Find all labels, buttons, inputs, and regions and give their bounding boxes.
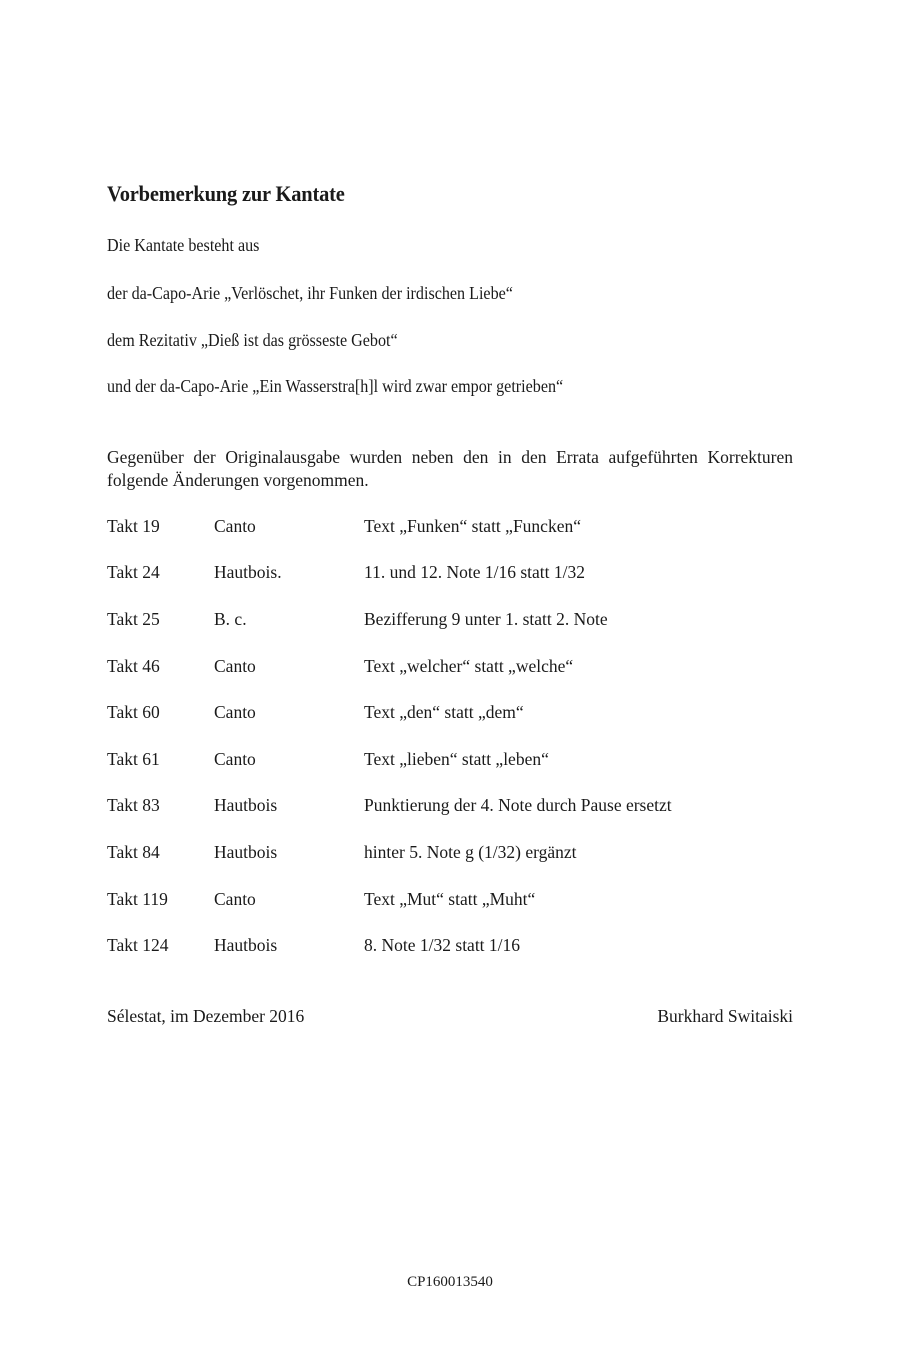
intro-line-2-text: der da-Capo-Arie „Verlöschet, ihr Funken der irdischen Liebe“ [107,283,513,303]
stimme-cell: Hautbois [214,935,278,955]
table-row [107,562,807,586]
aenderung-cell: Punktierung der 4. Note durch Pause ersetzt [364,795,672,815]
stimme-cell: Canto [214,889,256,909]
footer-code: CP160013540 [407,1274,493,1290]
takt-cell: Takt 25 [107,609,160,629]
table-row [107,889,807,913]
stimme-cell: Hautbois [214,842,278,862]
intro-line-2 [107,283,548,304]
aenderung-cell: Text „Mut“ statt „Muht“ [364,889,536,909]
table-row [107,516,807,540]
aenderung-cell: 11. und 12. Note 1/16 statt 1/32 [364,562,586,582]
stimme-cell: Hautbois. [214,562,282,582]
table-row [107,656,807,680]
intro-line-3-text: dem Rezitativ „Dieß ist das grösseste Gebot“ [107,330,398,350]
intro-line-4-text: und der da-Capo-Arie „Ein Wasserstra[h]l wird zwar empor getrieben“ [107,376,564,396]
takt-cell: Takt 60 [107,702,160,722]
takt-cell: Takt 46 [107,656,160,676]
takt-cell: Takt 83 [107,795,160,815]
takt-cell: Takt 124 [107,935,169,955]
table-row [107,842,807,866]
stimme-cell: Canto [214,656,256,676]
intro-line-4 [107,376,603,397]
aenderung-cell: 8. Note 1/32 statt 1/16 [364,935,521,955]
aenderung-cell: Text „welcher“ statt „welche“ [364,656,574,676]
aenderung-cell: Text „den“ statt „dem“ [364,702,524,722]
table-row [107,749,807,773]
stimme-cell: Hautbois [214,795,278,815]
intro-line-1-text: Die Kantate besteht aus [107,235,260,255]
takt-cell: Takt 61 [107,749,160,769]
aenderung-cell: hinter 5. Note g (1/32) ergänzt [364,842,577,862]
intro-line-3 [107,330,423,351]
takt-cell: Takt 84 [107,842,160,862]
takt-cell: Takt 24 [107,562,160,582]
stimme-cell: Canto [214,749,256,769]
author-name: Burkhard Switaiski [657,1006,793,1026]
place-date: Sélestat, im Dezember 2016 [107,1006,305,1026]
table-row [107,702,807,726]
table-row [107,609,807,633]
changes-paragraph: Gegenüber der Originalausgabe wurden neben den in den Errata aufgeführten Korrekturen folgende Änderungen vorgenommen. [107,447,793,490]
aenderung-cell: Bezifferung 9 unter 1. statt 2. Note [364,609,608,629]
stimme-cell: B. c. [214,609,247,629]
stimme-cell: Canto [214,516,256,536]
takt-cell: Takt 119 [107,889,168,909]
aenderung-cell: Text „Funken“ statt „Funcken“ [364,516,581,536]
aenderung-cell: Text „lieben“ statt „leben“ [364,749,549,769]
intro-line-1 [107,235,273,256]
takt-cell: Takt 19 [107,516,160,536]
page-title: Vorbemerkung zur Kantate [107,181,345,206]
stimme-cell: Canto [214,702,256,722]
table-row [107,935,807,959]
table-row [107,795,807,819]
